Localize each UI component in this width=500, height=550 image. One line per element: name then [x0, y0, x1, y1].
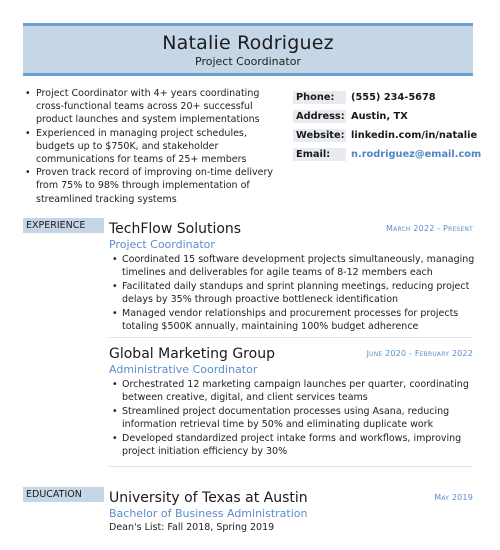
contact-block: [293, 91, 485, 167]
degree-name: Bachelor of Business Administration: [109, 507, 308, 520]
contact-label: Phone:: [293, 91, 346, 104]
job-bullet: • Coordinated 15 software development projects simultaneously, managing timelines and deliverables for agile teams of 8-12 members each: [109, 253, 475, 280]
candidate-name: Natalie Rodriguez: [162, 32, 334, 54]
job-bullets: [109, 378, 475, 458]
company-name: TechFlow Solutions: [109, 221, 242, 237]
company-name: Global Marketing Group: [109, 346, 275, 362]
experience-entry: [109, 346, 475, 458]
school-name: University of Texas at Austin: [109, 490, 308, 506]
phone-value: (555) 234-5678: [351, 92, 436, 103]
experience-entry: [109, 221, 475, 333]
job-bullet: • Streamlined project documentation processes using Asana, reducing information retrieval time by 50% and eliminating duplicate work: [109, 405, 475, 432]
job-dates: March 2022 - Present: [386, 224, 473, 233]
section-heading-experience: EXPERIENCE: [23, 218, 104, 233]
job-bullet: • Facilitated daily standups and sprint planning meetings, reducing project delays by 35% through proactive bottleneck identification: [109, 280, 475, 307]
entry-divider: [109, 466, 472, 467]
summary-list: [23, 87, 285, 206]
job-bullet: • Managed vendor relationships and procurement processes for projects totaling $500K annually, maintaining 100% budget adherence: [109, 307, 475, 334]
summary-item: • Proven track record of improving on-time delivery from 75% to 98% through implementation of streamlined tracking systems: [23, 166, 285, 206]
contact-row-phone: [293, 91, 485, 110]
address-value: Austin, TX: [351, 111, 408, 122]
job-role: Project Coordinator: [109, 238, 215, 251]
honors-note: Dean's List: Fall 2018, Spring 2019: [109, 522, 275, 533]
contact-label: Email:: [293, 148, 346, 161]
summary-item: • Project Coordinator with 4+ years coordinating cross-functional teams across 20+ successful product launches and system implementations: [23, 87, 285, 127]
contact-label: Website:: [293, 129, 346, 142]
candidate-job-title: Project Coordinator: [195, 55, 301, 68]
email-link[interactable]: n.rodriguez@email.com: [351, 149, 482, 160]
entry-divider: [109, 337, 472, 338]
graduation-date: May 2019: [434, 493, 473, 502]
job-bullet: • Developed standardized project intake forms and workflows, improving project initiation efficiency by 30%: [109, 432, 475, 459]
section-heading-education: EDUCATION: [23, 487, 104, 502]
website-link[interactable]: linkedin.com/in/natalie: [351, 130, 478, 141]
job-bullet: • Orchestrated 12 marketing campaign launches per quarter, coordinating between creative, digital, and client services teams: [109, 378, 475, 405]
contact-row-email: [293, 148, 485, 167]
job-bullets: [109, 253, 475, 333]
contact-row-website: [293, 129, 485, 148]
contact-label: Address:: [293, 110, 346, 123]
education-entry: [109, 490, 475, 533]
resume-header: [23, 23, 473, 76]
summary-item: • Experienced in managing project schedules, budgets up to $750K, and stakeholder communications for teams of 25+ members: [23, 127, 285, 167]
job-dates: June 2020 - February 2022: [366, 349, 473, 358]
job-role: Administrative Coordinator: [109, 363, 258, 376]
contact-row-address: [293, 110, 485, 129]
